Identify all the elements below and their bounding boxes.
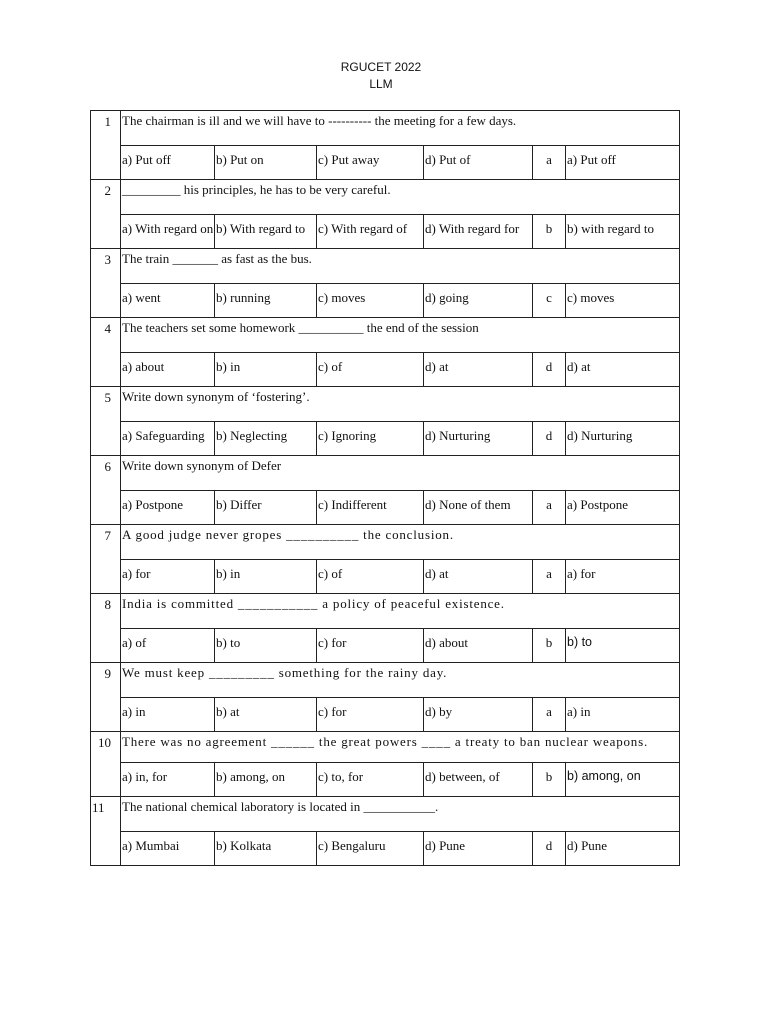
options-row (91, 146, 680, 180)
answer-key: d (533, 832, 566, 866)
option-d: d) between, of (424, 763, 533, 797)
question-number: 6 (91, 456, 121, 525)
question-table (90, 110, 680, 866)
options-row (91, 215, 680, 249)
option-b: b) Differ (215, 491, 317, 525)
option-b: b) among, on (215, 763, 317, 797)
question-number: 5 (91, 387, 121, 456)
answer-text: d) at (566, 353, 680, 387)
answer-key: d (533, 353, 566, 387)
option-d: d) Put of (424, 146, 533, 180)
question-number: 1 (91, 111, 121, 180)
answer-text: a) Postpone (566, 491, 680, 525)
option-a: a) in (121, 698, 215, 732)
option-d: d) by (424, 698, 533, 732)
answer-key: b (533, 629, 566, 663)
question-text: Write down synonym of ‘fostering’. (121, 387, 680, 422)
question-text: The chairman is ill and we will have to ---------- the meeting for a few days. (121, 111, 680, 146)
question-text: The national chemical laboratory is located in ___________. (121, 797, 680, 832)
exam-subtitle: LLM (369, 77, 393, 91)
answer-text: b) among, on (566, 763, 680, 797)
question-row (91, 249, 680, 284)
option-d: d) at (424, 353, 533, 387)
options-row (91, 763, 680, 797)
answer-key: b (533, 215, 566, 249)
answer-key: a (533, 491, 566, 525)
answer-key: a (533, 560, 566, 594)
question-text: _________ his principles, he has to be very careful. (121, 180, 680, 215)
page-header (0, 59, 762, 93)
option-a: a) Mumbai (121, 832, 215, 866)
answer-text: b) to (566, 629, 680, 663)
option-c: c) Ignoring (317, 422, 424, 456)
answer-text: a) in (566, 698, 680, 732)
answer-text: c) moves (566, 284, 680, 318)
question-number: 10 (91, 732, 121, 797)
question-row (91, 732, 680, 763)
options-row (91, 698, 680, 732)
option-a: a) about (121, 353, 215, 387)
option-a: a) Safeguarding (121, 422, 215, 456)
question-row (91, 663, 680, 698)
question-row (91, 594, 680, 629)
option-c: c) With regard of (317, 215, 424, 249)
option-b: b) With regard to (215, 215, 317, 249)
question-text: India is committed ___________ a policy of peaceful existence. (121, 594, 680, 629)
option-b: b) Neglecting (215, 422, 317, 456)
question-row (91, 180, 680, 215)
option-b: b) in (215, 353, 317, 387)
question-number: 8 (91, 594, 121, 663)
answer-text: a) Put off (566, 146, 680, 180)
option-b: b) to (215, 629, 317, 663)
question-number: 4 (91, 318, 121, 387)
option-a: a) went (121, 284, 215, 318)
question-row (91, 387, 680, 422)
answer-text: b) with regard to (566, 215, 680, 249)
question-number: 9 (91, 663, 121, 732)
options-row (91, 422, 680, 456)
option-d: d) Nurturing (424, 422, 533, 456)
question-text: The train _______ as fast as the bus. (121, 249, 680, 284)
question-row (91, 797, 680, 832)
option-b: b) Kolkata (215, 832, 317, 866)
question-row (91, 456, 680, 491)
question-row (91, 111, 680, 146)
option-c: c) Indifferent (317, 491, 424, 525)
option-b: b) at (215, 698, 317, 732)
answer-key: b (533, 763, 566, 797)
question-row (91, 318, 680, 353)
option-c: c) to, for (317, 763, 424, 797)
question-number: 11 (91, 797, 121, 866)
options-row (91, 284, 680, 318)
option-c: c) moves (317, 284, 424, 318)
question-text: A good judge never gropes __________ the conclusion. (121, 525, 680, 560)
answer-text: a) for (566, 560, 680, 594)
question-number: 7 (91, 525, 121, 594)
option-d: d) With regard for (424, 215, 533, 249)
option-d: d) Pune (424, 832, 533, 866)
option-d: d) at (424, 560, 533, 594)
option-c: c) Bengaluru (317, 832, 424, 866)
answer-key: c (533, 284, 566, 318)
exam-title: RGUCET 2022 (340, 60, 422, 74)
answer-key: a (533, 146, 566, 180)
options-row (91, 491, 680, 525)
option-d: d) None of them (424, 491, 533, 525)
option-d: d) about (424, 629, 533, 663)
question-number: 3 (91, 249, 121, 318)
question-text: Write down synonym of Defer (121, 456, 680, 491)
question-text: There was no agreement ______ the great powers ____ a treaty to ban nuclear weapons. (121, 732, 680, 763)
option-a: a) for (121, 560, 215, 594)
options-row (91, 629, 680, 663)
option-c: c) of (317, 353, 424, 387)
options-row (91, 353, 680, 387)
answer-key: a (533, 698, 566, 732)
option-c: c) for (317, 698, 424, 732)
option-a: a) With regard on (121, 215, 215, 249)
option-a: a) of (121, 629, 215, 663)
option-c: c) Put away (317, 146, 424, 180)
options-row (91, 832, 680, 866)
option-b: b) Put on (215, 146, 317, 180)
option-b: b) running (215, 284, 317, 318)
question-text: The teachers set some homework __________ the end of the session (121, 318, 680, 353)
answer-text: d) Pune (566, 832, 680, 866)
answer-text: d) Nurturing (566, 422, 680, 456)
option-c: c) of (317, 560, 424, 594)
question-row (91, 525, 680, 560)
answer-key: d (533, 422, 566, 456)
option-a: a) in, for (121, 763, 215, 797)
question-text: We must keep _________ something for the rainy day. (121, 663, 680, 698)
option-b: b) in (215, 560, 317, 594)
option-a: a) Put off (121, 146, 215, 180)
option-c: c) for (317, 629, 424, 663)
option-a: a) Postpone (121, 491, 215, 525)
options-row (91, 560, 680, 594)
option-d: d) going (424, 284, 533, 318)
question-number: 2 (91, 180, 121, 249)
